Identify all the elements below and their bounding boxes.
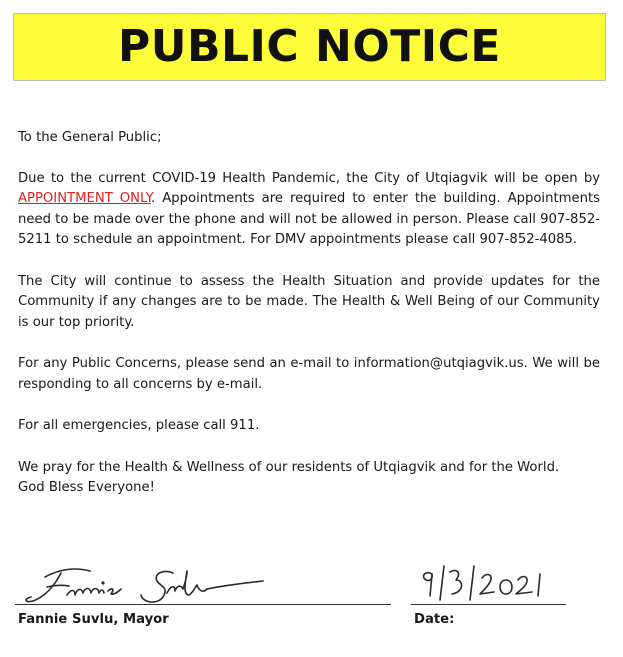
paragraph-1-text-b: . Appointments are required to enter the building. Appointments need to be made over the phone and will not be allowed in person. Please call 907-852-5211 to schedule an appointment. For DMV appointments please call 907-852-4085.	[18, 191, 600, 247]
handwritten-date-image	[414, 560, 566, 605]
page-title: PUBLIC NOTICE	[118, 21, 501, 72]
paragraph-emergencies: For all emergencies, please call 911.	[18, 418, 260, 433]
signer-name: Fannie Suvlu, Mayor	[18, 612, 169, 627]
closing-line-1: We pray for the Health & Wellness of our residents of Utqiagvik and for the World.	[18, 459, 560, 475]
paragraph-concerns: For any Public Concerns, please send an e-mail to information@utqiagvik.us. We will be responding to all concerns by e-mail.	[18, 356, 600, 392]
paragraph-assessment: The City will continue to assess the Health Situation and provide updates for the Community if any changes are to be made. The Health & Well Being of our Community is our top priority.	[18, 273, 600, 330]
appointment-only-highlight: APPOINTMENT ONLY	[18, 191, 152, 206]
paragraph-appointments	[18, 169, 600, 251]
date-line	[411, 604, 566, 605]
title-banner	[13, 13, 606, 81]
signature-line	[15, 604, 391, 605]
greeting: To the General Public;	[18, 130, 162, 145]
notice-body	[18, 128, 600, 499]
mayor-signature-image	[15, 555, 391, 615]
paragraph-1-text-a: Due to the current COVID-19 Health Pandemic, the City of Utqiagvik will be open by	[18, 170, 600, 186]
closing-line-2: God Bless Everyone!	[18, 480, 155, 495]
date-label: Date:	[414, 612, 455, 627]
